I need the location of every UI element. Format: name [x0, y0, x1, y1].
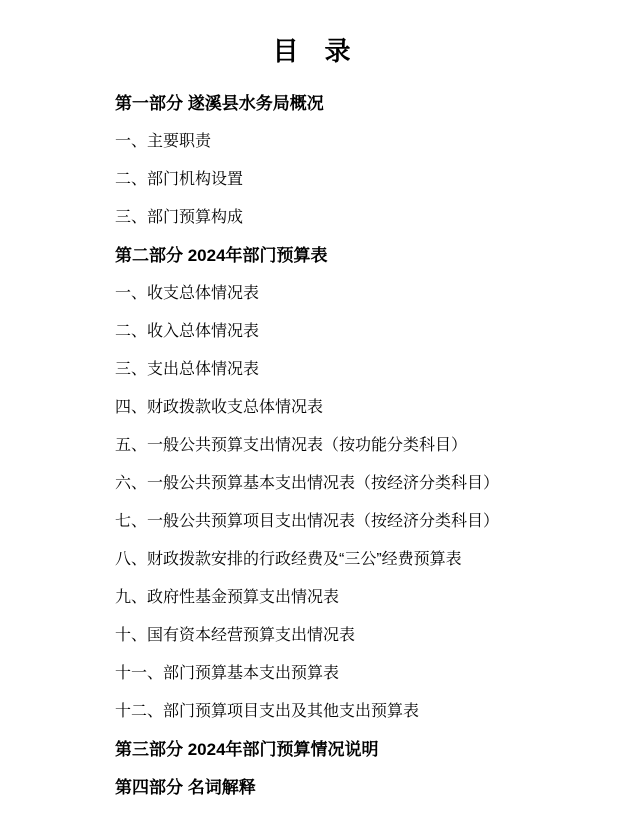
- toc-entry: 十、国有资本经营预算支出情况表: [115, 626, 356, 644]
- toc-entry: 一、主要职责: [115, 132, 212, 150]
- toc-entry: 一、收支总体情况表: [115, 284, 260, 302]
- toc-entry: 十二、部门预算项目支出及其他支出预算表: [115, 702, 420, 720]
- toc-section-heading: 第四部分 名词解释: [115, 777, 256, 797]
- toc-entry: 十一、部门预算基本支出预算表: [115, 664, 340, 682]
- toc-entry: 七、一般公共预算项目支出情况表（按经济分类科目）: [115, 512, 500, 530]
- toc-section-heading: 第一部分 遂溪县水务局概况: [115, 93, 324, 113]
- toc-section-heading: 第三部分 2024年部门预算情况说明: [115, 739, 379, 759]
- toc-entry: 二、部门机构设置: [115, 170, 244, 188]
- toc-entry: 五、一般公共预算支出情况表（按功能分类科目）: [115, 436, 468, 454]
- toc-section-heading: 第二部分 2024年部门预算表: [115, 245, 328, 265]
- toc-entry: 二、收入总体情况表: [115, 322, 260, 340]
- document-title: 目 录: [272, 36, 351, 66]
- toc-list: [0, 82, 623, 804]
- toc-entry: 六、一般公共预算基本支出情况表（按经济分类科目）: [115, 474, 500, 492]
- toc-entry: 三、部门预算构成: [115, 208, 244, 226]
- toc-entry: 九、政府性基金预算支出情况表: [115, 588, 340, 606]
- toc-entry: 八、财政拨款安排的行政经费及“三公”经费预算表: [115, 550, 462, 568]
- toc-entry: 四、财政拨款收支总体情况表: [115, 398, 324, 416]
- toc-entry: 三、支出总体情况表: [115, 360, 260, 378]
